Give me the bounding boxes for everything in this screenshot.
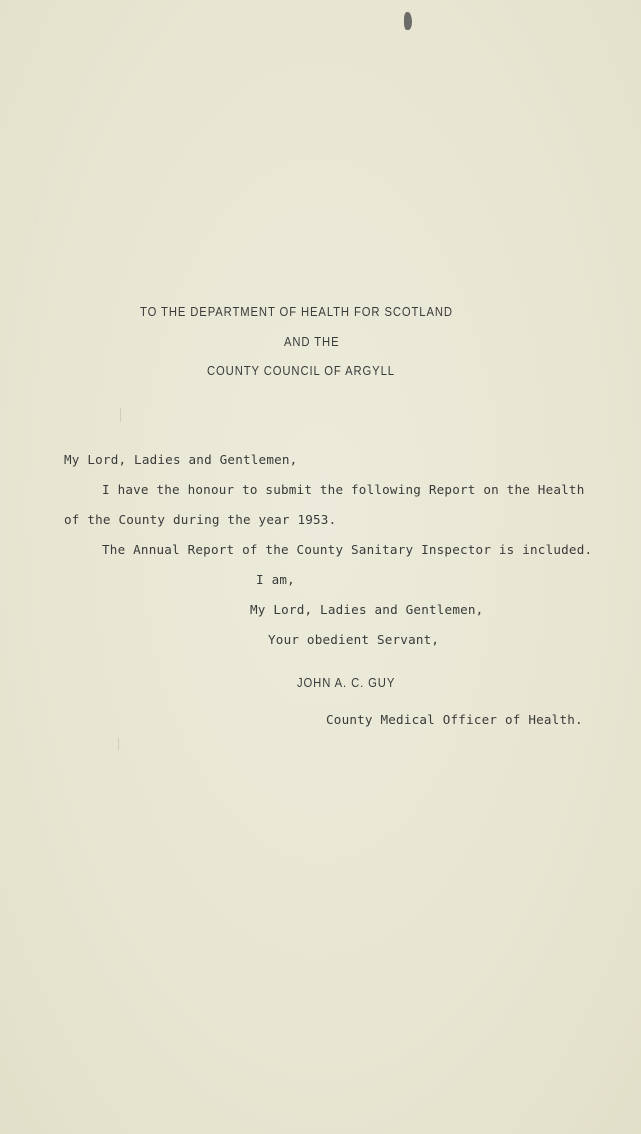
paragraph-1-line-2: of the County during the year 1953. — [64, 512, 337, 527]
closing-line-1: I am, — [256, 572, 295, 587]
signature-name: JOHN A. C. GUY — [297, 676, 396, 690]
ink-mark — [404, 12, 412, 30]
paragraph-1-line-1: I have the honour to submit the following Report on the Health — [102, 482, 585, 497]
paragraph-2: The Annual Report of the County Sanitary Inspector is included. — [102, 542, 593, 557]
heading-line-2: AND THE — [284, 335, 340, 349]
closing-line-2: My Lord, Ladies and Gentlemen, — [250, 602, 484, 617]
paper-speck — [120, 408, 121, 422]
closing-line-3: Your obedient Servant, — [268, 632, 440, 647]
paper-speck — [118, 738, 119, 750]
signature-title: County Medical Officer of Health. — [326, 712, 583, 727]
heading-line-3: COUNTY COUNCIL OF ARGYLL — [207, 364, 395, 378]
salutation: My Lord, Ladies and Gentlemen, — [64, 452, 298, 467]
paper-speck — [36, 220, 37, 221]
heading-line-1: TO THE DEPARTMENT OF HEALTH FOR SCOTLAND — [140, 305, 453, 319]
